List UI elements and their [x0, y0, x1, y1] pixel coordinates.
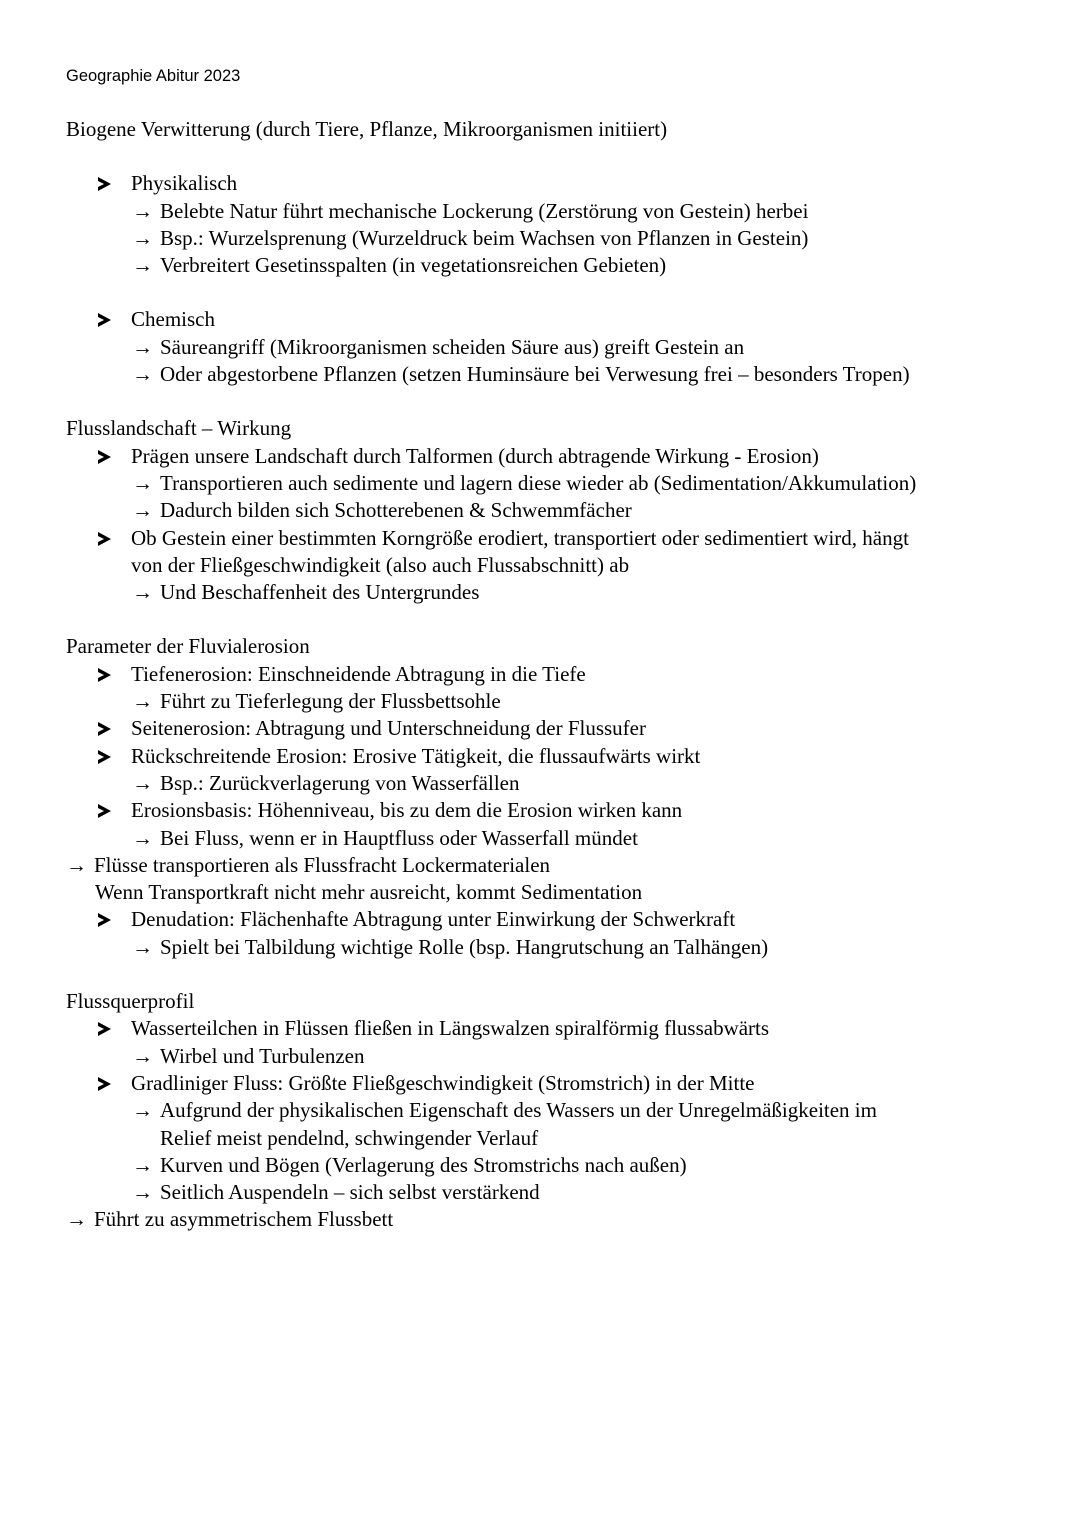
right-arrow-icon: → [66, 852, 87, 877]
bullet-item-text: Erosionsbasis: Höhenniveau, bis zu dem die Erosion wirken kann [131, 798, 683, 823]
right-arrow-icon: → [132, 1152, 153, 1177]
right-arrow-icon: → [132, 362, 153, 387]
section-heading-text: Flussquerprofil [66, 989, 195, 1014]
arrowhead-bullet-icon [98, 913, 111, 927]
bullet-item [0, 743, 1080, 770]
right-arrow-icon: → [132, 225, 153, 250]
arrow-item [0, 1097, 1080, 1124]
arrow-item-text: Oder abgestorbene Pflanzen (setzen Huminsäure bei Verwesung frei – besonders Tropen) [160, 362, 910, 387]
bullet-item-text: Seitenerosion: Abtragung und Unterschneidung der Flussufer [131, 716, 646, 741]
bullet-item-text: Physikalisch [131, 171, 238, 196]
bullet-item [0, 525, 1080, 552]
arrow-item-text: Führt zu asymmetrischem Flussbett [94, 1207, 394, 1232]
bullet-item [0, 443, 1080, 470]
arrow-item [0, 497, 1080, 524]
arrow-item [0, 1206, 1080, 1233]
arrowhead-bullet-icon [98, 450, 111, 464]
bullet-item-text: Wasserteilchen in Flüssen fließen in Längswalzen spiralförmig flussabwärts [131, 1016, 770, 1041]
arrowhead-bullet-icon [98, 532, 111, 546]
section-heading [0, 116, 1080, 143]
bullet-item [0, 906, 1080, 933]
right-arrow-icon: → [132, 934, 153, 959]
arrow-item [0, 252, 1080, 279]
arrow-item [0, 1152, 1080, 1179]
right-arrow-icon: → [132, 689, 153, 714]
arrow-item [0, 1179, 1080, 1206]
arrow-item [0, 688, 1080, 715]
arrow-item [0, 934, 1080, 961]
section-heading [0, 633, 1080, 660]
arrow-item [0, 225, 1080, 252]
arrowhead-bullet-icon [98, 668, 111, 682]
arrow-item [0, 1043, 1080, 1070]
arrow-item-text: Verbreitert Gesetinsspalten (in vegetationsreichen Gebieten) [160, 253, 667, 278]
right-arrow-icon: → [132, 470, 153, 495]
arrow-item-text: Dadurch bilden sich Schotterebenen & Schwemmfächer [160, 498, 632, 523]
right-arrow-icon: → [132, 1098, 153, 1123]
arrow-item-text: Bsp.: Zurückverlagerung von Wasserfällen [160, 770, 520, 795]
arrowhead-bullet-icon [98, 722, 111, 736]
arrow-item-text: Säureangriff (Mikroorganismen scheiden Säure aus) greift Gestein an [160, 334, 745, 359]
arrow-item-text: Aufgrund der physikalischen Eigenschaft des Wassers un der Unregelmäßigkeiten im [160, 1098, 877, 1123]
section-heading [0, 988, 1080, 1015]
right-arrow-icon: → [132, 825, 153, 850]
arrowhead-bullet-icon [98, 1022, 111, 1036]
arrow-item-text: Belebte Natur führt mechanische Lockerung (Zerstörung von Gestein) herbei [160, 198, 809, 223]
arrow-item-text: Wirbel und Turbulenzen [160, 1043, 365, 1068]
arrowhead-bullet-icon [98, 804, 111, 818]
arrow-item-text: Spielt bei Talbildung wichtige Rolle (bsp. Hangrutschung an Talhängen) [160, 934, 769, 959]
arrow-item [0, 361, 1080, 388]
continuation-text: Relief meist pendelnd, schwingender Verlauf [160, 1125, 539, 1150]
right-arrow-icon: → [132, 198, 153, 223]
paragraph-gap [0, 961, 1080, 988]
bullet-item [0, 715, 1080, 742]
arrow-item [0, 198, 1080, 225]
bullet-item [0, 1070, 1080, 1097]
bullet-item [0, 306, 1080, 333]
right-arrow-icon: → [132, 1043, 153, 1068]
bullet-item-text: Denudation: Flächenhafte Abtragung unter Einwirkung der Schwerkraft [131, 907, 736, 932]
paragraph-gap [0, 143, 1080, 170]
arrow-item-text: Bsp.: Wurzelsprenung (Wurzeldruck beim Wachsen von Pflanzen in Gestein) [160, 225, 809, 250]
bullet-item-text: Tiefenerosion: Einschneidende Abtragung in die Tiefe [131, 661, 586, 686]
arrowhead-bullet-icon [98, 313, 111, 327]
arrow-item [0, 825, 1080, 852]
bullet-item-text: Gradliniger Fluss: Größte Fließgeschwindigkeit (Stromstrich) in der Mitte [131, 1070, 755, 1095]
continuation-line [0, 879, 1080, 906]
bullet-item [0, 1015, 1080, 1042]
right-arrow-icon: → [132, 770, 153, 795]
section-heading-text: Biogene Verwitterung (durch Tiere, Pflanze, Mikroorganismen initiiert) [66, 117, 668, 141]
continuation-text: Wenn Transportkraft nicht mehr ausreicht, kommt Sedimentation [95, 880, 643, 905]
arrow-item [0, 852, 1080, 879]
arrow-item-text: Führt zu Tieferlegung der Flussbettsohle [160, 689, 501, 714]
right-arrow-icon: → [132, 580, 153, 605]
bullet-item [0, 797, 1080, 824]
paragraph-gap [0, 279, 1080, 306]
paragraph-gap [0, 606, 1080, 633]
arrow-item-text: Und Beschaffenheit des Untergrundes [160, 580, 480, 605]
right-arrow-icon: → [66, 1207, 87, 1232]
right-arrow-icon: → [132, 253, 153, 278]
paragraph-gap [0, 388, 1080, 415]
section-heading-text: Parameter der Fluvialerosion [66, 634, 310, 659]
arrow-item [0, 770, 1080, 797]
document-body [0, 116, 1080, 1234]
arrow-item-text: Kurven und Bögen (Verlagerung des Stromstrichs nach außen) [160, 1152, 687, 1177]
right-arrow-icon: → [132, 334, 153, 359]
bullet-item [0, 661, 1080, 688]
continuation-text: von der Fließgeschwindigkeit (also auch Flussabschnitt) ab [131, 552, 630, 577]
arrow-item-text: Seitlich Auspendeln – sich selbst verstärkend [160, 1180, 540, 1205]
arrowhead-bullet-icon [98, 750, 111, 764]
arrow-item-text: Bei Fluss, wenn er in Hauptfluss oder Wasserfall mündet [160, 825, 638, 850]
bullet-item-text: Rückschreitende Erosion: Erosive Tätigkeit, die flussaufwärts wirkt [131, 743, 701, 768]
section-heading-text: Flusslandschaft – Wirkung [66, 416, 292, 441]
bullet-item-text: Ob Gestein einer bestimmten Korngröße erodiert, transportiert oder sedimentiert wird, hängt [131, 525, 909, 550]
section-heading [0, 415, 1080, 442]
arrow-item-text: Transportieren auch sedimente und lagern diese wieder ab (Sedimentation/Akkumulation) [160, 470, 917, 495]
arrow-item [0, 470, 1080, 497]
bullet-item [0, 170, 1080, 197]
page-header: Geographie Abitur 2023 [66, 67, 241, 85]
right-arrow-icon: → [132, 1180, 153, 1205]
arrow-item [0, 334, 1080, 361]
right-arrow-icon: → [132, 498, 153, 523]
arrow-item-text: Flüsse transportieren als Flussfracht Lockermaterialen [94, 852, 551, 877]
bullet-item-text: Chemisch [131, 307, 215, 332]
arrow-item [0, 579, 1080, 606]
bullet-item-text: Prägen unsere Landschaft durch Talformen (durch abtragende Wirkung - Erosion) [131, 443, 819, 468]
arrowhead-bullet-icon [98, 1077, 111, 1091]
continuation-line [0, 1125, 1080, 1152]
arrowhead-bullet-icon [98, 177, 111, 191]
continuation-line [0, 552, 1080, 579]
